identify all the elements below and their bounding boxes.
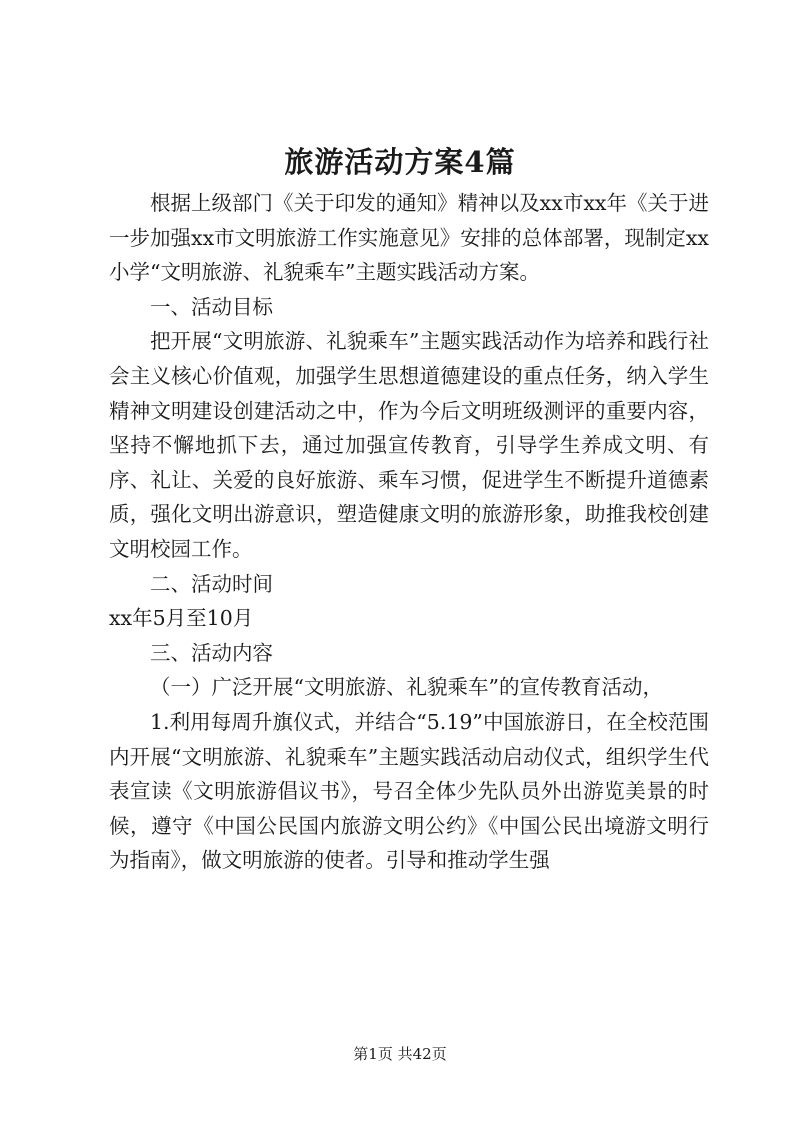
heading-activity-time: 二、活动时间 (150, 571, 273, 596)
paragraph-intro: 根据上级部门《关于印发的通知》精神以及xx市xx年《关于进一步加强xx市文明旅游工作实施意见》安排的总体部署，现制定xx小学“文明旅游、礼貌乘车”主题实践活动方案。 (109, 191, 709, 285)
paragraph-item-1: 1.利用每周升旗仪式，并结合“5.19”中国旅游日，在全校范围内开展“文明旅游、礼貌乘车”主题实践活动启动仪式，组织学生代表宣读《文明旅游倡议书》，号召全体少先队员外出游览美景的时候，遵守《中国公民国内旅游文明公约》《中国公民出境游文明行为指南》，做文明旅游的使者。引导和推动学生强 (109, 709, 709, 873)
paragraph-activity-time: xx年5月至10月 (109, 606, 254, 631)
document-title: 旅游活动方案4篇 (284, 145, 516, 179)
heading-activity-content: 三、活动内容 (150, 640, 273, 665)
heading-activity-goal: 一、活动目标 (150, 294, 273, 319)
page-footer: 第1页 共42页 (353, 1045, 447, 1063)
paragraph-activity-goal: 把开展“文明旅游、礼貌乘车”主题实践活动作为培养和践行社会主义核心价值观，加强学生思想道德建设的重点任务，纳入学生精神文明建设创建活动之中，作为今后文明班级测评的重要内容，坚持不懈地抓下去，通过加强宣传教育，引导学生养成文明、有序、礼让、关爱的良好旅游、乘车习惯，促进学生不断提升道德素质，强化文明出游意识，塑造健康文明的旅游形象，助推我校创建文明校园工作。 (109, 329, 709, 561)
subheading-publicity: （一）广泛开展“文明旅游、礼貌乘车”的宣传教育活动， (150, 675, 663, 700)
document-body (109, 186, 709, 878)
